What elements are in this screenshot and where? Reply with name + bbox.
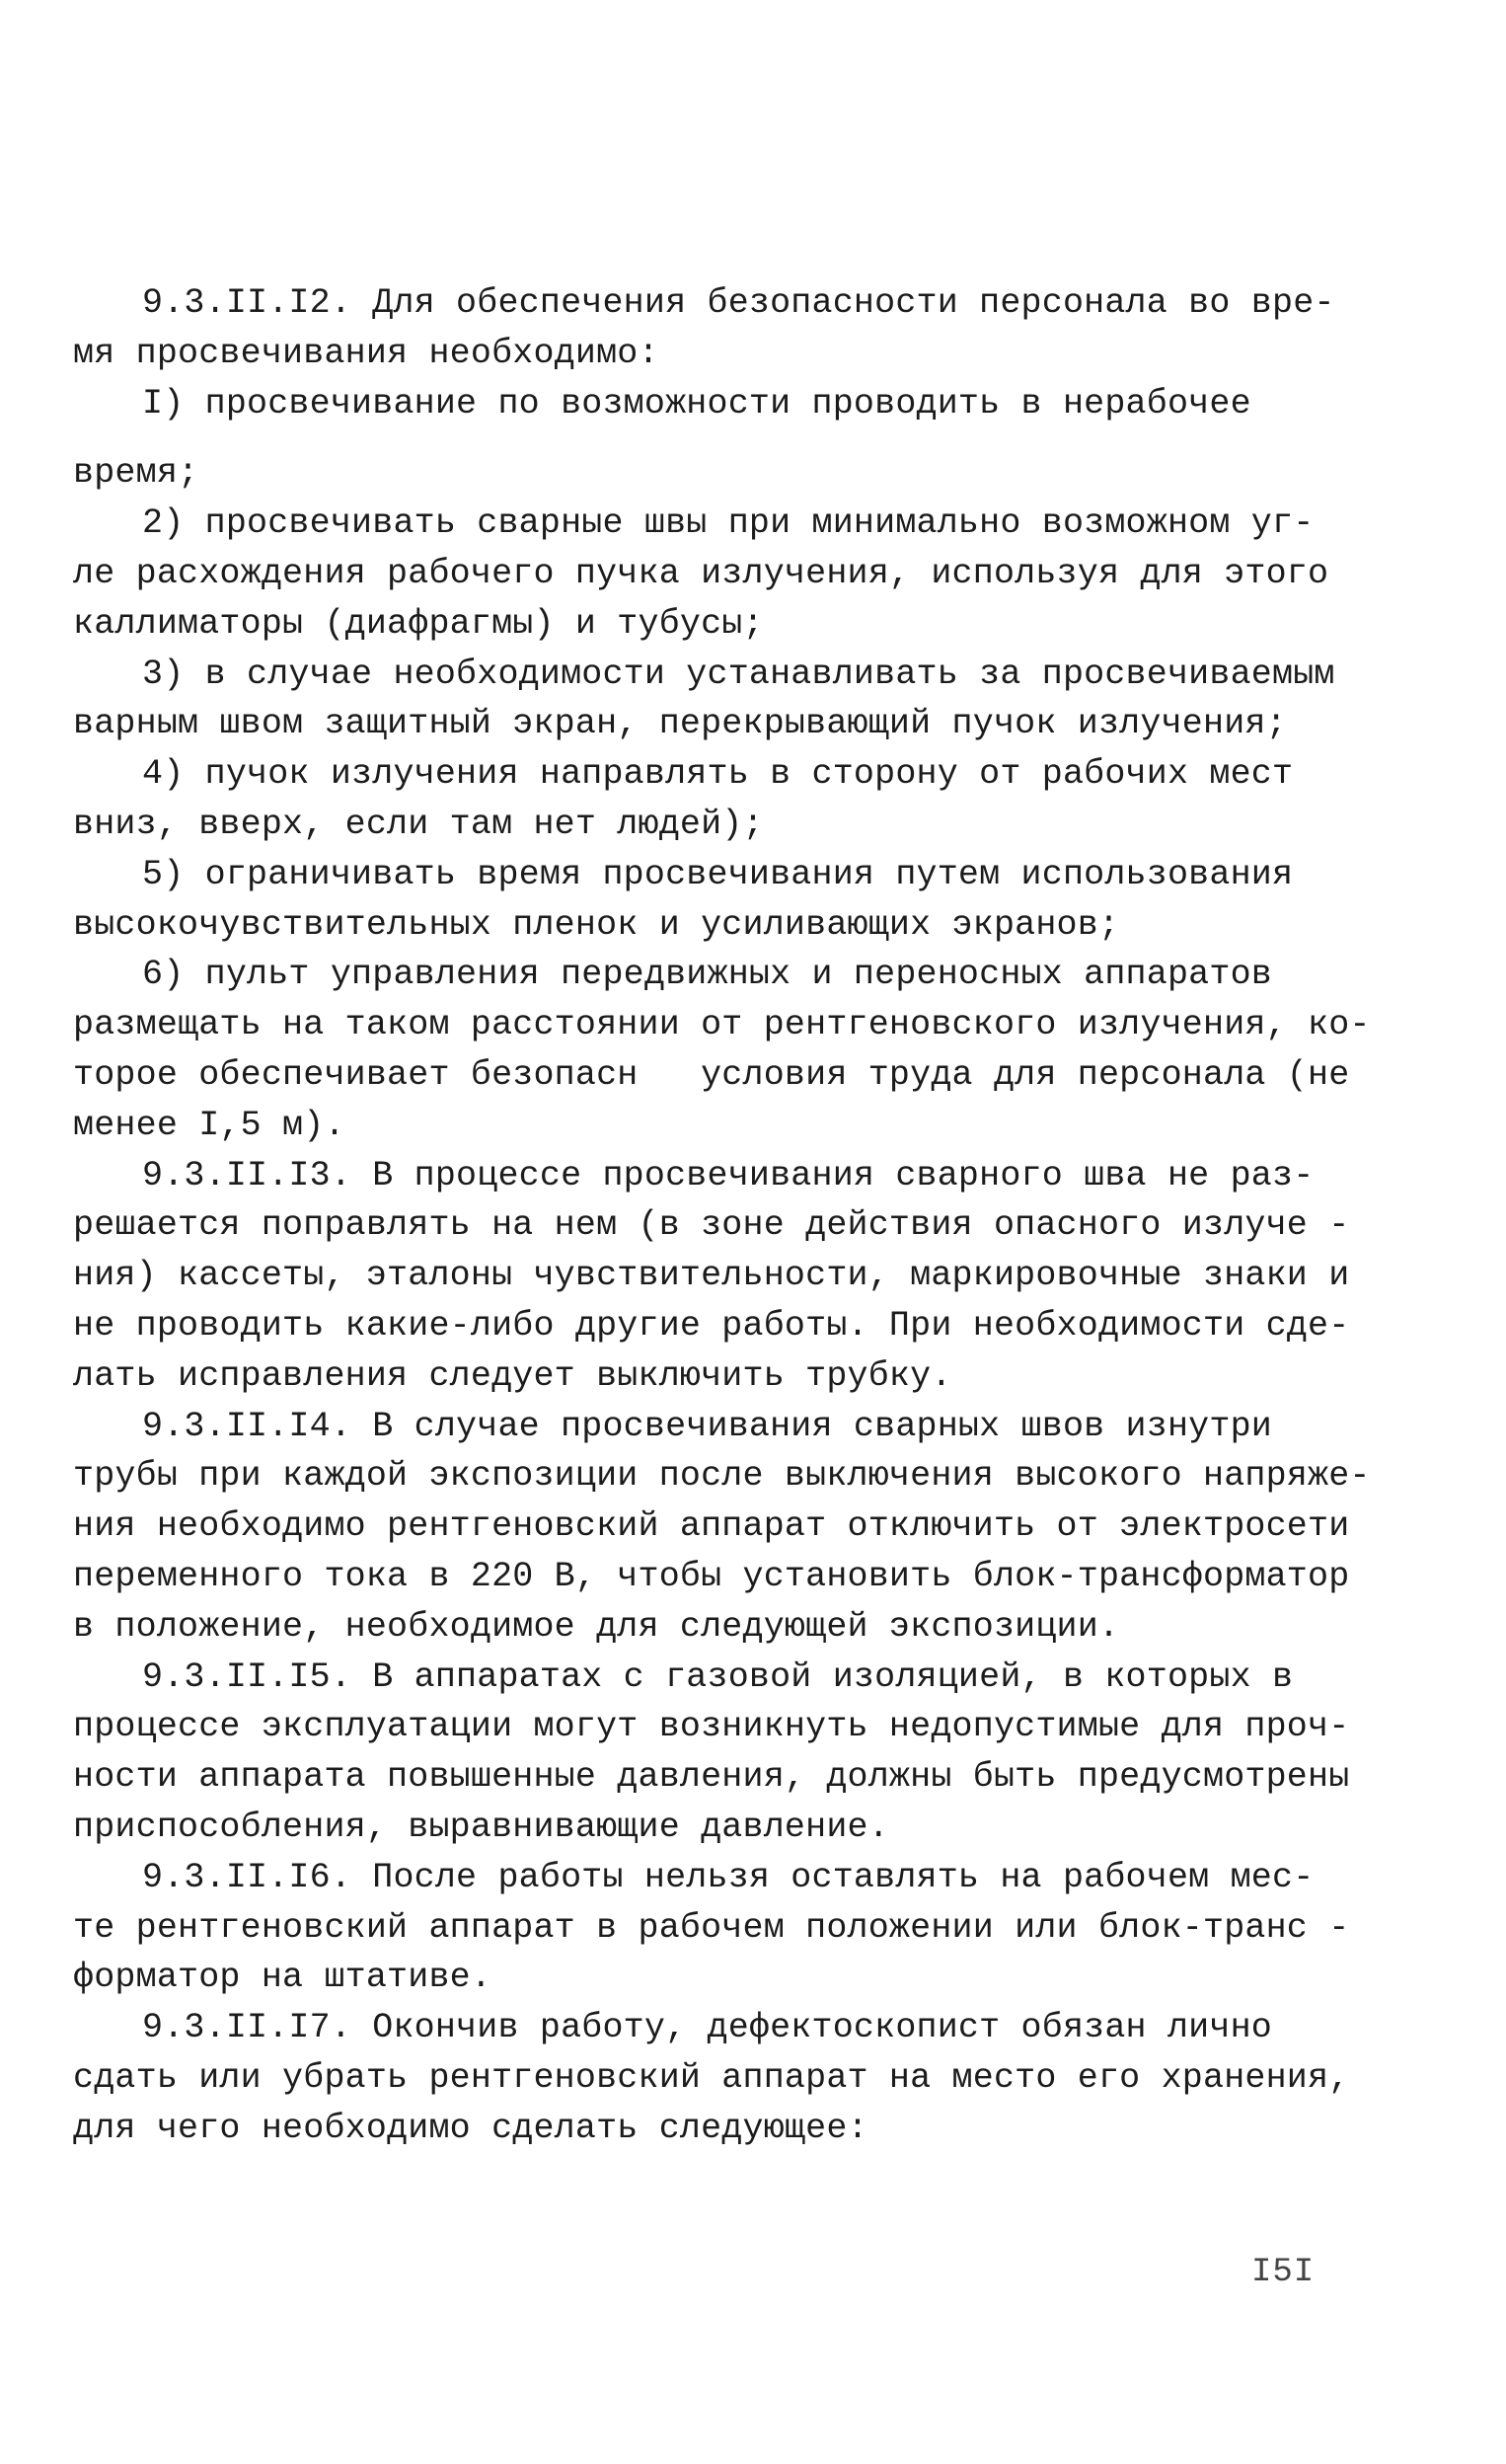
text-line: 2) просвечивать сварные швы при минимально возможном уг- [142,503,1315,544]
text-line: 9.3.II.I5. В аппаратах с газовой изоляцией, в которых в [142,1656,1294,1697]
text-line: менее I,5 м). [73,1105,345,1145]
text-line: 9.3.II.I2. Для обеспечения безопасности персонала во вре- [142,283,1335,323]
text-line: время; [73,453,199,494]
text-line: 9.3.II.I6. После работы нельзя оставлять на рабочем мес- [142,1857,1315,1897]
text-line: 3) в случае необходимости устанавливать за просвечиваемым [142,654,1335,694]
text-line: 9.3.II.I4. В случае просвечивания сварных швов изнутри [142,1406,1272,1446]
text-line: трубы при каждой экспозиции после выключения высокого напряже- [73,1456,1371,1497]
text-line: те рентгеновский аппарат в рабочем положении или блок-транс - [73,1907,1350,1948]
text-line: сдать или убрать рентгеновский аппарат на место его хранения, [73,2057,1350,2098]
text-line: мя просвечивания необходимо: [73,333,659,373]
text-line: 4) пучок излучения направлять в сторону от рабочих мест [142,754,1294,795]
text-line: переменного тока в 220 В, чтобы установить блок-трансформатор [73,1556,1350,1596]
text-line: каллиматоры (диафрагмы) и тубусы; [73,603,764,644]
text-line: не проводить какие-либо другие работы. При необходимости сде- [73,1305,1350,1346]
text-line: ния) кассеты, эталоны чувствительности, маркировочные знаки и [73,1256,1350,1296]
text-line: 6) пульт управления передвижных и переносных аппаратов [142,955,1272,995]
text-line: решается поправлять на нем (в зоне действия опасного излуче - [73,1205,1350,1246]
text-line: ности аппарата повышенные давления, должны быть предусмотрены [73,1757,1350,1798]
page-number: I5I [1251,2254,1316,2291]
text-line: 5) ограничивать время просвечивания путем использования [142,854,1294,894]
text-line: процессе эксплуатации могут возникнуть недопустимые для проч- [73,1707,1350,1747]
text-line: лать исправления следует выключить трубку. [73,1355,952,1396]
text-line: вниз, вверх, если там нет людей); [73,804,764,844]
body-text [73,278,1371,2153]
text-line: торое обеспечивает безопасн условия труда для персонала (не [73,1054,1350,1095]
text-line: ле расхождения рабочего пучка излучения, используя для этого [73,553,1329,593]
line-gap [73,428,1326,448]
text-line: ния необходимо рентгеновский аппарат отключить от электросети [73,1506,1350,1547]
text-line: высокочувствительных пленок и усиливающих экранов; [73,904,1120,945]
text-line: для чего необходимо сделать следующее: [73,2108,868,2148]
text-line: форматор на штативе. [73,1958,492,1998]
text-line: 9.3.II.I3. В процессе просвечивания сварного шва не раз- [142,1155,1315,1195]
text-line: I) просвечивание по возможности проводить в нерабочее [142,383,1251,424]
text-line: 9.3.II.I7. Окончив работу, дефектоскопист обязан лично [142,2008,1272,2048]
text-line: варным швом защитный экран, перекрывающий пучок излучения; [73,704,1287,744]
text-line: в положение, необходимое для следующей экспозиции. [73,1606,1120,1647]
text-line: размещать на таком расстоянии от рентгеновского излучения, ко- [73,1005,1371,1045]
text-line: приспособления, выравнивающие давление. [73,1807,889,1847]
